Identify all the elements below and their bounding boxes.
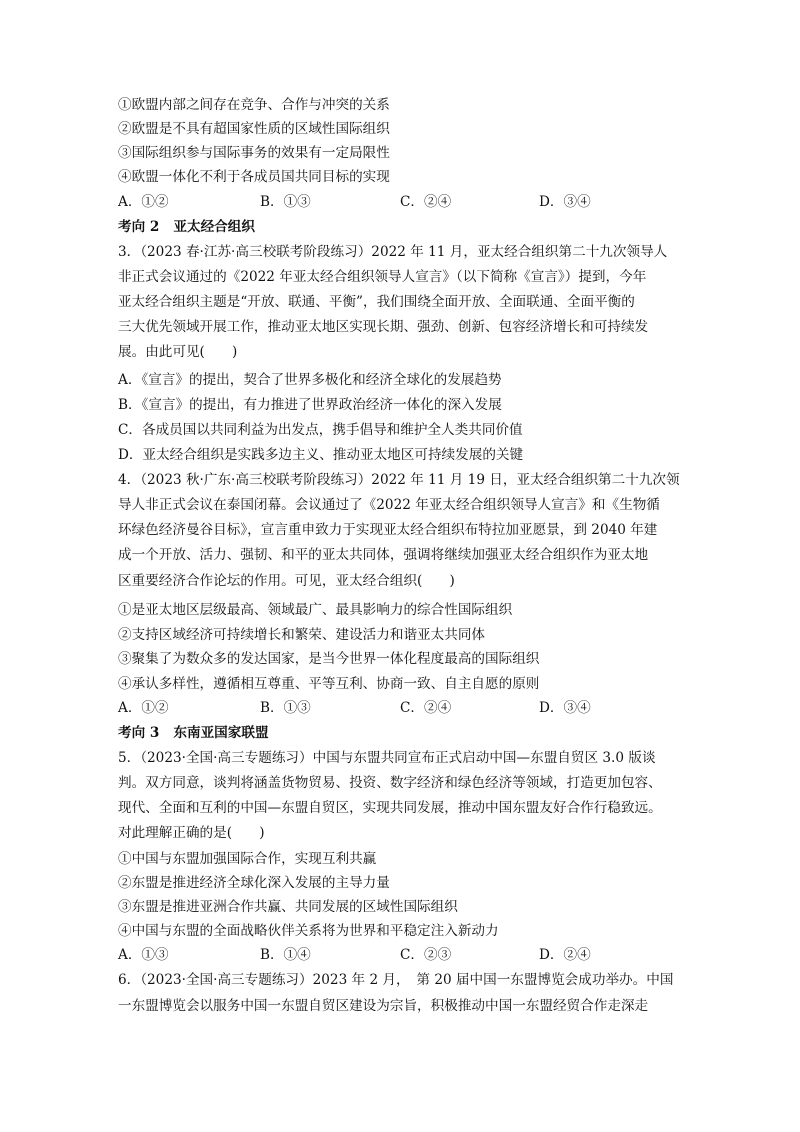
section-3-title: 东南亚国家联盟	[173, 725, 269, 741]
q4-statement-2: ②支持区域经济可持续增长和繁荣、建设活力和谐亚太共同体	[118, 627, 486, 643]
q4-option-b: B．①③	[260, 700, 311, 716]
q6-stem-line-1: 6．（2023·全国·高三专题练习）2023 年 2 月， 第 20 届中国一东盟博览会成功举办。中国	[118, 972, 674, 988]
q2-statement-4: ④欧盟一体化不利于各成员国共同目标的实现	[118, 169, 390, 185]
q4-stem-line-1: 4．（2023 秋·广东·高三校联考阶段练习）2022 年 11 月 19 日，亚太经合组织第二十九次领	[118, 472, 680, 488]
q4-option-d: D．③④	[539, 700, 591, 716]
q3-choice-b: B．《宣言》的提出，有力推进了世界政治经济一体化的深入发展	[118, 397, 502, 413]
q2-statement-1: ①欧盟内部之间存在竞争、合作与冲突的关系	[118, 97, 390, 113]
q5-option-b: B．①④	[260, 947, 311, 963]
q3-stem-line-3: 亚太经合组织主题是“开放、联通、平衡”，我们围绕全面开放、全面联通、全面平衡的	[118, 294, 635, 310]
q2-option-d: D．③④	[539, 194, 591, 210]
q3-choice-c: C．各成员国以共同利益为出发点，携手倡导和维护全人类共同价值	[118, 422, 523, 438]
q2-option-c: C．②④	[400, 194, 452, 210]
q4-statement-4: ④承认多样性，遵循相互尊重、平等互利、协商一致、自主自愿的原则	[118, 676, 540, 692]
section-2-heading	[118, 219, 255, 235]
q3-stem-line-1: 3．（2023 春·江苏·高三校联考阶段练习）2022 年 11 月，亚太经合组织第二十九次领导人	[118, 244, 668, 260]
q4-statement-1: ①是亚太地区层级最高、领域最广、最具影响力的综合性国际组织	[118, 602, 513, 618]
section-3-label: 考向 3	[118, 725, 160, 741]
q5-option-a: A．①③	[118, 947, 169, 963]
q5-statement-3: ③东盟是推进亚洲合作共赢、共同发展的区域性国际组织	[118, 899, 458, 915]
q3-stem-line-2: 非正式会议通过的《2022 年亚太经合组织领导人宣言》（以下简称《宣言》）提到，今年	[118, 269, 647, 285]
q4-stem-line-2: 导人非正式会议在泰国闭幕。会议通过了《2022 年亚太经合组织领导人宣言》和《生物循	[118, 497, 660, 513]
q5-stem-line-2: 判。双方同意，谈判将涵盖货物贸易、投资、数字经济和绿色经济等领域，打造更加包容、	[118, 775, 662, 791]
q5-stem-line-1: 5．（2023·全国·高三专题练习）中国与东盟共同宣布正式启动中国—东盟自贸区 3.0 版谈	[118, 750, 656, 766]
q2-statement-2: ②欧盟是不具有超国家性质的区域性国际组织	[118, 121, 390, 137]
q4-options	[118, 700, 718, 716]
q5-statement-4: ④中国与东盟的全面战略伙伴关系将为世界和平稳定注入新动力	[118, 923, 499, 939]
q3-stem-line-5: 展。由此可见( )	[118, 344, 238, 360]
q3-stem-line-4: 三大优先领域开展工作，推动亚太地区实现长期、强劲、创新、包容经济增长和可持续发	[118, 319, 649, 335]
q6-stem-line-2: 一东盟博览会以服务中国一东盟自贸区建设为宗旨，积极推动中国一东盟经贸合作走深走	[118, 998, 649, 1014]
section-3-heading	[118, 725, 269, 741]
q4-statement-3: ③聚集了为数众多的发达国家，是当今世界一体化程度最高的国际组织	[118, 651, 540, 667]
q2-option-a: A．①②	[118, 194, 169, 210]
q5-stem-line-4: 对此理解正确的是( )	[118, 825, 265, 841]
q4-option-a: A．①②	[118, 700, 169, 716]
q5-statement-1: ①中国与东盟加强国际合作，实现互利共赢	[118, 851, 377, 867]
q2-options	[118, 194, 718, 210]
q3-choice-a: A．《宣言》的提出，契合了世界多极化和经济全球化的发展趋势	[118, 372, 502, 388]
section-2-label: 考向 2	[118, 219, 160, 235]
q2-statement-3: ③国际组织参与国际事务的效果有一定局限性	[118, 145, 390, 161]
q4-stem-line-5: 区重要经济合作论坛的作用。可见，亚太经合组织( )	[118, 573, 455, 589]
section-2-title: 亚太经合组织	[173, 219, 255, 235]
q4-option-c: C．②④	[400, 700, 452, 716]
q4-stem-line-3: 环绿色经济曼谷目标》，宣言重申致力于实现亚太经合组织布特拉加亚愿景，到 2040 年建	[118, 522, 658, 538]
q4-stem-line-4: 成一个开放、活力、强韧、和平的亚太共同体，强调将继续加强亚太经合组织作为亚太地	[118, 547, 649, 563]
q5-option-c: C．②③	[400, 947, 452, 963]
q3-choice-d: D．亚太经合组织是实践多边主义、推动亚太地区可持续发展的关键	[118, 447, 524, 463]
q2-option-b: B．①③	[260, 194, 311, 210]
q5-statement-2: ②东盟是推进经济全球化深入发展的主导力量	[118, 875, 390, 891]
q5-option-d: D．②④	[539, 947, 591, 963]
q5-stem-line-3: 现代、全面和互利的中国—东盟自贸区，实现共同发展，推动中国东盟友好合作行稳致远。	[118, 800, 662, 816]
q5-options	[118, 947, 718, 963]
